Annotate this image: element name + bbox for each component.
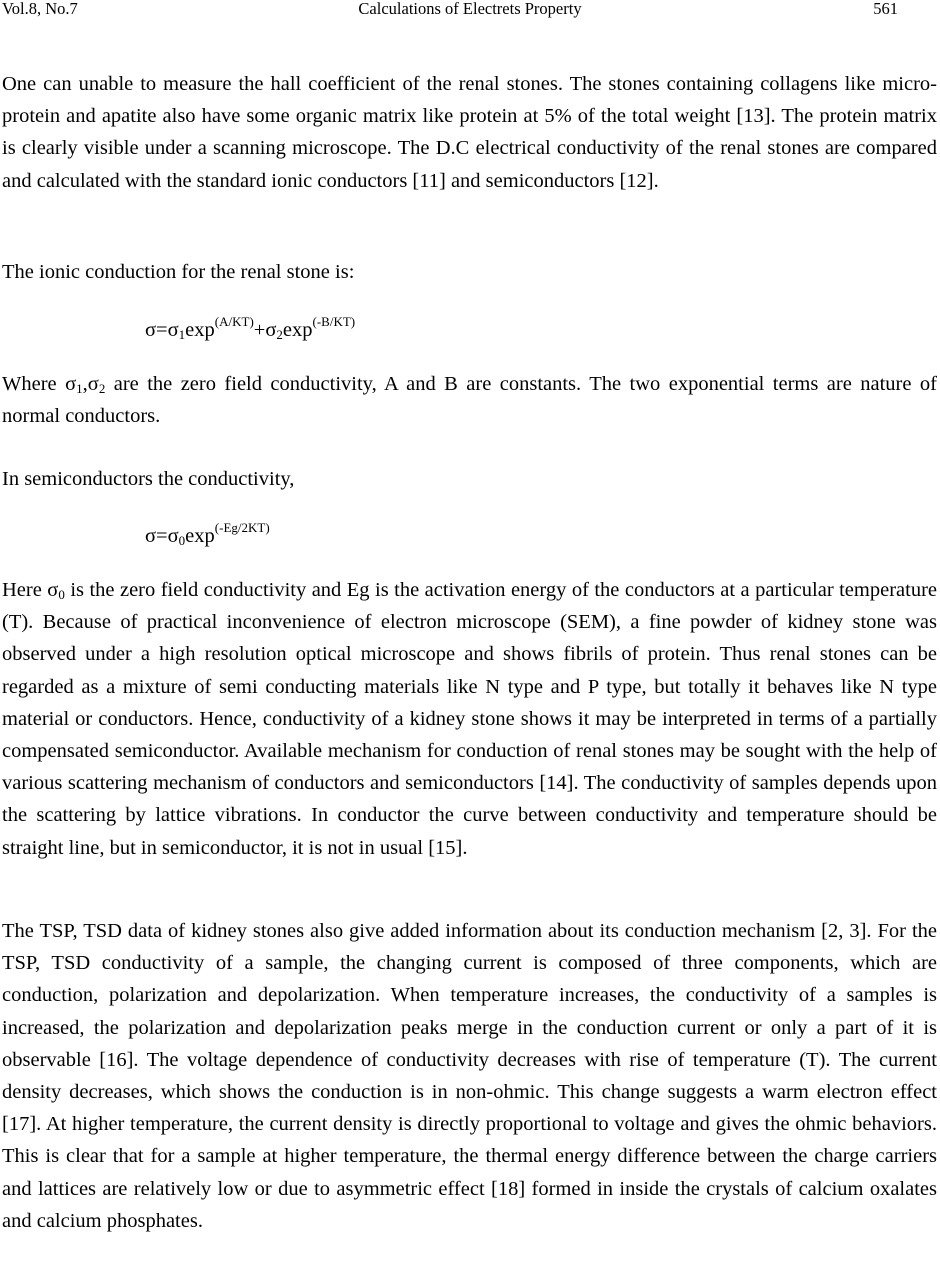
equation-semiconductor-conductivity: $\sigma=\sigma_0\exp^{(-Eg/2KT)}$ (145, 520, 270, 548)
paragraph-ionic-conduction-intro: The ionic conduction for the renal stone is: (2, 261, 355, 283)
page-number: 561 (873, 0, 898, 18)
paragraph-tsp-tsd: The TSP, TSD data of kidney stones also give added information about its conduction mechanism [2, 3]. For the TSP, TSD conductivity of a sample, the changing current is composed of three components, which are conduction, polarization and depolarization. When temperature increases, the conductivity of a samples is increased, the polarization and depolarization peaks merge in the conduction current or only a part of it is observable [16]. The voltage dependence of conductivity decreases with rise of temperature (T). The current density decreases, which shows the conduction is in non-ohmic. This change suggests a warm electron effect [17]. At higher temperature, the current density is directly proportional to voltage and gives the ohmic behaviors. This is clear that for a sample at higher temperature, the thermal energy difference between the charge carriers and lattices are relatively low or due to asymmetric effect [18] formed in inside the crystals of calcium oxalates and calcium phosphates. (2, 920, 937, 1232)
running-title: Calculations of Electrets Property (358, 0, 582, 18)
equation-ionic-conduction: $\sigma=\sigma_1\exp^{(A/KT)}+\sigma_2\exp^{(-B/KT)}$ (145, 314, 356, 342)
paragraph-semiconductor-intro: In semiconductors the conductivity, (2, 468, 295, 490)
paragraph-activation-energy: Here $\sigma_0$ is the zero field conductivity and Eg is the activation energy of the conductors at a particular temperature (T). Because of practical inconvenience of electron microscope (SEM), a fine powder of kidney stone was observed under a high resolution optical microscope and shows fibrils of protein. Thus renal stones can be regarded as a mixture of semi conducting materials like N type and P type, but totally it behaves like N type material or conductors. Hence, conductivity of a kidney stone shows it may be interpreted in terms of a partially compensated semiconductor. Available mechanism for conduction of renal stones may be sought with the help of various scattering mechanism of conductors and semiconductors [14]. The conductivity of samples depends upon the scattering by lattice vibrations. In conductor the curve between conductivity and temperature should be straight line, but in semiconductor, it is not in usual [15]. (2, 579, 937, 859)
paragraph-hall-coefficient: One can unable to measure the hall coefficient of the renal stones. The stones containing collagens like micro-protein and apatite also have some organic matrix like protein at 5% of the total weight [13]. The protein matrix is clearly visible under a scanning microscope. The D.C electrical conductivity of the renal stones are compared and calculated with the standard ionic conductors [11] and semiconductors [12]. (2, 73, 937, 192)
journal-volume: Vol.8, No.7 (2, 0, 78, 18)
paragraph-where-constants: Where $\sigma_1,\sigma_2$ are the zero field conductivity, A and B are constants. The two exponential terms are nature of normal conductors. (2, 373, 937, 428)
running-header (0, 0, 940, 24)
